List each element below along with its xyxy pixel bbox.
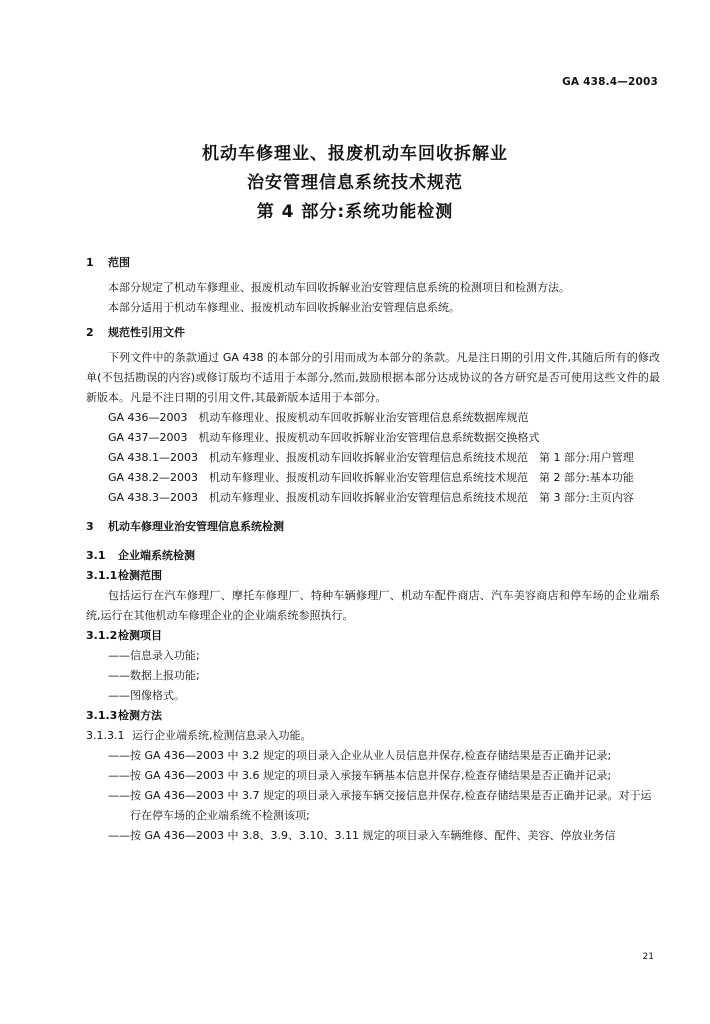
subsection-title: 检测范围 <box>118 569 162 582</box>
section-2-heading <box>86 322 660 344</box>
paragraph: 下列文件中的条款通过 GA 438 的本部分的引用而成为本部分的条款。凡是注日期的引用文件,其随后所有的修改单(不包括勘误的内容)或修订版均不适用于本部分,然而,鼓励根据本部分达成协议的各方研究是否可使用这些文件的最新版本。凡是不注日期的引用文件,其最新版本适用于本部分。 <box>86 351 660 404</box>
paragraph: 本部分规定了机动车修理业、报废机动车回收拆解业治安管理信息系统的检测项目和检测方法。 <box>108 281 570 294</box>
reference-item: GA 436—2003 机动车修理业、报废机动车回收拆解业治安管理信息系统数据库规范 <box>108 411 529 424</box>
clause-3-1-3-1 <box>86 726 660 746</box>
paragraph: 包括运行在汽车修理厂、摩托车修理厂、特种车辆修理厂、机动车配件商店、汽车美容商店和停车场的企业端系统,运行在其他机动车修理企业的企业端系统参照执行。 <box>86 589 660 622</box>
standard-code: GA 438.4—2003 <box>562 76 658 88</box>
section-number: 1 <box>86 256 94 269</box>
subsection-number: 3.1.1 <box>86 569 118 582</box>
list-item: ——按 GA 436—2003 中 3.6 规定的项目录入承接车辆基本信息并保存,检查存储结果是否正确并记录; <box>108 769 612 782</box>
section-title: 规范性引用文件 <box>108 326 185 339</box>
section-number: 3 <box>86 520 94 533</box>
title-line-3: 第 4 部分:系统功能检测 <box>256 202 454 222</box>
reference-item: GA 437—2003 机动车修理业、报废机动车回收拆解业治安管理信息系统数据交换格式 <box>108 431 540 444</box>
subsection-number: 3.1.3 <box>86 709 118 722</box>
title-line-2: 治安管理信息系统技术规范 <box>247 173 463 193</box>
section-1-heading <box>86 252 660 274</box>
reference-item: GA 438.1—2003 机动车修理业、报废机动车回收拆解业治安管理信息系统技术规范 第 1 部分:用户管理 <box>108 451 634 464</box>
list-item: ——数据上报功能; <box>108 669 200 682</box>
list-item: ——按 GA 436—2003 中 3.8、3.9、3.10、3.11 规定的项目录入车辆维修、配件、美容、停放业务信 <box>108 829 616 842</box>
clause-number: 3.1.3.1 <box>86 729 125 742</box>
title-line-1: 机动车修理业、报废机动车回收拆解业 <box>202 144 508 164</box>
section-title: 范围 <box>108 256 130 269</box>
document-title <box>0 140 710 227</box>
section-3-heading <box>86 516 660 538</box>
list-item: ——按 GA 436—2003 中 3.2 规定的项目录入企业从业人员信息并保存,检查存储结果是否正确并记录; <box>108 749 612 762</box>
paragraph: 本部分适用于机动车修理业、报废机动车回收拆解业治安管理信息系统。 <box>108 301 460 314</box>
list-item: ——信息录入功能; <box>108 649 200 662</box>
list-item: ——图像格式。 <box>108 689 185 702</box>
section-number: 2 <box>86 326 94 339</box>
subsection-title: 检测方法 <box>118 709 162 722</box>
reference-item: GA 438.2—2003 机动车修理业、报废机动车回收拆解业治安管理信息系统技术规范 第 2 部分:基本功能 <box>108 471 634 484</box>
subsection-number: 3.1.2 <box>86 629 118 642</box>
page-number: 21 <box>642 952 654 962</box>
section-title: 机动车修理业治安管理信息系统检测 <box>108 520 284 533</box>
clause-text: 运行企业端系统,检测信息录入功能。 <box>132 729 312 742</box>
subsection-title: 企业端系统检测 <box>118 549 195 562</box>
subsection-number: 3.1 <box>86 549 106 562</box>
subsection-3-1-1-heading <box>86 566 660 586</box>
subsection-3-1-3-heading <box>86 706 660 726</box>
subsection-3-1-2-heading <box>86 626 660 646</box>
reference-item: GA 438.3—2003 机动车修理业、报废机动车回收拆解业治安管理信息系统技术规范 第 3 部分:主页内容 <box>108 491 634 504</box>
subsection-3-1-heading <box>86 546 660 566</box>
subsection-title: 检测项目 <box>118 629 162 642</box>
list-item: ——按 GA 436—2003 中 3.7 规定的项目录入承接车辆交接信息并保存,检查存储结果是否正确并记录。对于运行在停车场的企业端系统不检测该项; <box>108 789 652 822</box>
document-body <box>86 252 660 846</box>
